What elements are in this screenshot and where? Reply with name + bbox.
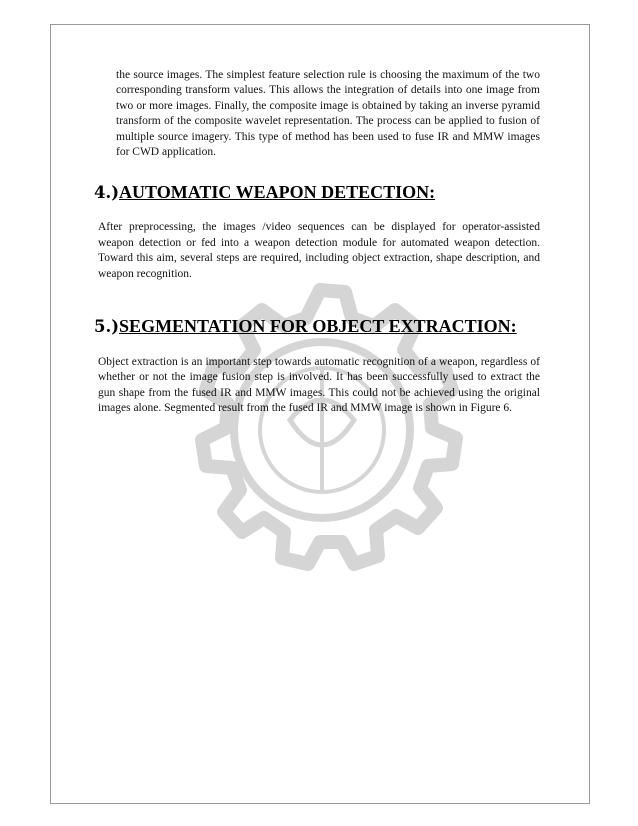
section-5-number: 5.) <box>94 317 120 337</box>
section-5-paragraph: Object extraction is an important step towards automatic recognition of a weapon, regardless of whether or not the image fusion step is involved. It has been successfully used to extract the gun shape from the fused IR and MMW images. This could not be achieved using the original images alone. Segmented result from the fused IR and MMW image is shown in Figure 6. <box>98 356 540 415</box>
section-4-title: AUTOMATIC WEAPON DETECTION: <box>119 182 436 203</box>
section-5-title: SEGMENTATION FOR OBJECT EXTRACTION: <box>119 316 517 337</box>
section-4-paragraph: After preprocessing, the images /video sequences can be displayed for operator-assisted weapon detection or fed into a weapon detection module for automated weapon detection. Toward this aim, several steps are required, including object extraction, shape description, and weapon recognition. <box>98 221 540 280</box>
document-body <box>94 68 540 417</box>
intro-paragraph: the source images. The simplest feature selection rule is choosing the maximum of the two corresponding transform values. This allows the integration of details into one image from two or more images. Finally, the composite image is obtained by taking an inverse pyramid transform of the composite wavelet representation. The process can be applied to fusion of multiple source imagery. This type of method has been used to fuse IR and MMW images for CWD application. <box>116 69 540 159</box>
section-4-number: 4.) <box>94 183 120 203</box>
section-5-heading <box>94 316 540 337</box>
section-4-heading <box>94 182 540 203</box>
